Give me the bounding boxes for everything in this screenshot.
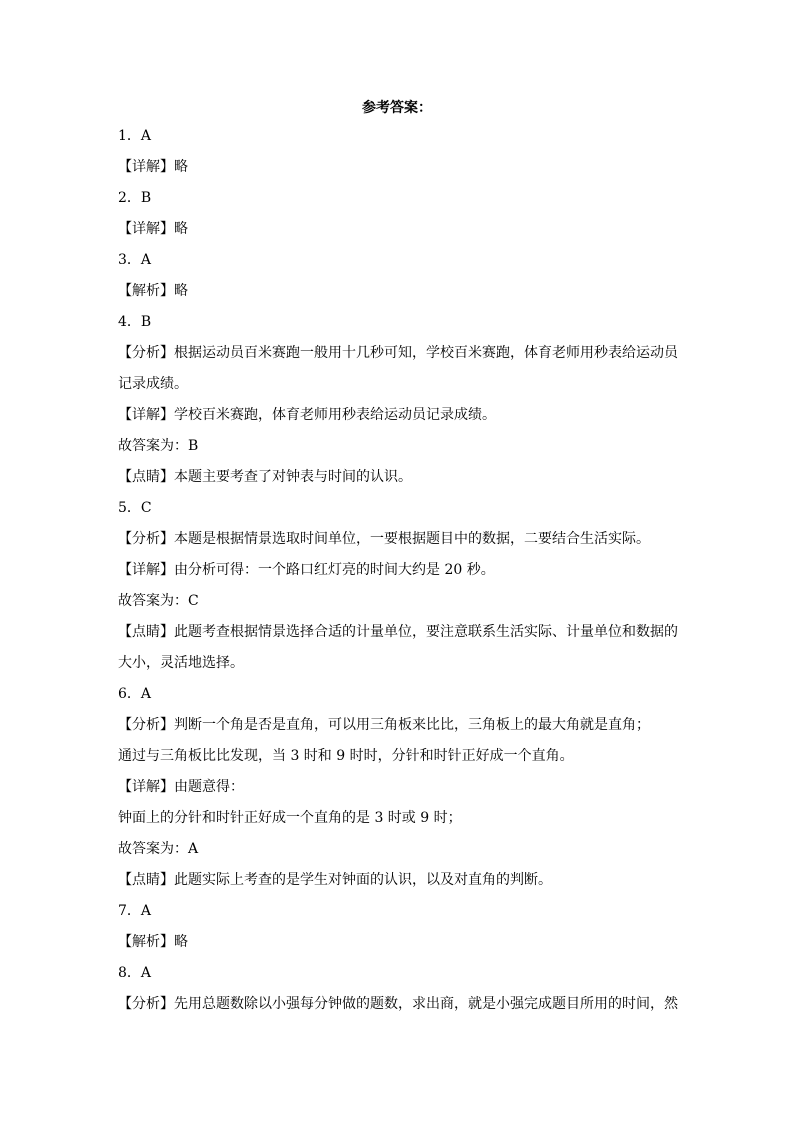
answer-line: 【点睛】此题考查根据情景选择合适的计量单位，要注意联系生活实际、计量单位和数据的 xyxy=(118,624,678,640)
answer-line: 【详解】由分析可得：一个路口红灯亮的时间大约是 20 秒。 xyxy=(118,562,495,578)
answer-line: 7．A xyxy=(118,903,152,919)
answer-line: 记录成绩。 xyxy=(118,376,188,392)
answer-line: 【详解】略 xyxy=(118,221,188,237)
answer-line: 通过与三角板比比发现，当 3 时和 9 时时，分针和时针正好成一个直角。 xyxy=(118,748,574,764)
answer-line: 故答案为：A xyxy=(118,841,199,857)
answer-line: 6．A xyxy=(118,686,152,702)
answer-line: 3．A xyxy=(118,252,152,268)
answer-line: 故答案为：C xyxy=(118,593,199,609)
answer-line: 2．B xyxy=(118,190,152,206)
answer-line: 【分析】判断一个角是否是直角，可以用三角板来比比，三角板上的最大角就是直角； xyxy=(118,717,650,733)
answer-line: 【点睛】此题实际上考查的是学生对钟面的认识，以及对直角的判断。 xyxy=(118,872,552,888)
page-title: 参考答案： xyxy=(362,100,432,116)
answer-line: 【分析】根据运动员百米赛跑一般用十几秒可知，学校百米赛跑，体育老师用秒表给运动员 xyxy=(118,345,678,361)
answer-line: 【分析】本题是根据情景选取时间单位，一要根据题目中的数据，二要结合生活实际。 xyxy=(118,531,650,547)
answer-line: 故答案为：B xyxy=(118,438,199,454)
answer-line: 5．C xyxy=(118,500,152,516)
answer-line: 【分析】先用总题数除以小强每分钟做的题数，求出商，就是小强完成题目所用的时间，然 xyxy=(118,996,678,1012)
answer-line: 1．A xyxy=(118,128,152,144)
answer-line: 4．B xyxy=(118,314,152,330)
answer-line: 【详解】由题意得： xyxy=(118,779,244,795)
answer-line: 【点睛】本题主要考查了对钟表与时间的认识。 xyxy=(118,469,412,485)
answer-line: 8．A xyxy=(118,965,152,981)
answer-line: 【解析】略 xyxy=(118,283,188,299)
answer-content xyxy=(118,121,678,1020)
answer-line: 【解析】略 xyxy=(118,934,188,950)
answer-line: 钟面上的分针和时针正好成一个直角的是 3 时或 9 时； xyxy=(118,810,462,826)
answer-line: 【详解】略 xyxy=(118,159,188,175)
answer-line: 大小，灵活地选择。 xyxy=(118,655,244,671)
answer-line: 【详解】学校百米赛跑，体育老师用秒表给运动员记录成绩。 xyxy=(118,407,496,423)
